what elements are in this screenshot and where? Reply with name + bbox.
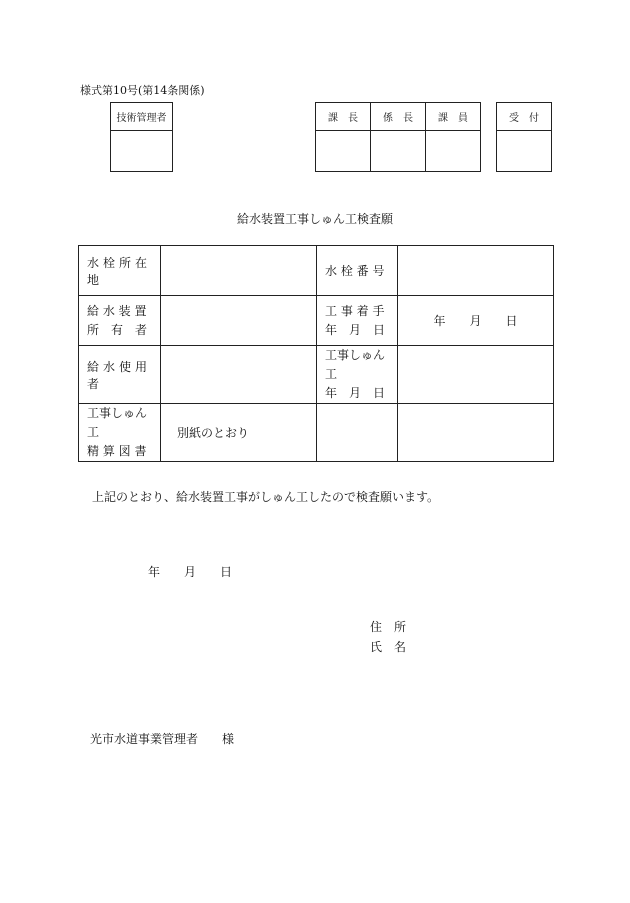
table-row (79, 246, 554, 296)
label-faucet-location: 水栓所在地 (79, 246, 161, 296)
date-line[interactable]: 年 月 日 (148, 565, 233, 579)
stamp-label-section-chief: 課 長 (316, 103, 371, 131)
label-completion-date-line1: 工事しゅん工 (325, 348, 386, 381)
stamp-box-receipt (496, 102, 552, 172)
table-row (79, 346, 554, 404)
field-owner[interactable] (161, 296, 317, 346)
label-start-date-line1: 工 事 着 手 (325, 303, 385, 318)
label-settlement-drawings-line1: 工事しゅん工 (87, 406, 148, 439)
stamp-label-staff: 課 員 (426, 103, 481, 131)
stamp-label-subsection-chief: 係 長 (371, 103, 426, 131)
label-water-user: 給水使用者 (79, 346, 161, 404)
field-blank-label (317, 404, 398, 462)
label-completion-date (317, 346, 398, 404)
stamp-cell-staff (426, 131, 481, 172)
label-completion-date-line2: 年 月 日 (325, 386, 386, 400)
label-settlement-drawings (79, 404, 161, 462)
stamp-box-technical-manager (110, 102, 173, 172)
stamp-cell-subsection-chief (371, 131, 426, 172)
address-label: 住 所 (370, 620, 407, 634)
stamp-cell-section-chief (316, 131, 371, 172)
name-label: 氏 名 (370, 640, 407, 654)
addressee: 光市水道事業管理者 様 (90, 732, 235, 746)
table-row (79, 296, 554, 346)
field-faucet-number[interactable] (398, 246, 554, 296)
label-settlement-drawings-line2: 精 算 図 書 (87, 444, 147, 458)
label-start-date-line2: 年 月 日 (325, 322, 386, 337)
table-row (79, 404, 554, 462)
stamp-cell-technical-manager (111, 131, 173, 172)
statement-text: 上記のとおり、給水装置工事がしゅん工したので検査願います。 (92, 490, 440, 504)
stamp-label-technical-manager: 技術管理者 (111, 103, 173, 131)
field-start-date[interactable]: 年 月 日 (398, 296, 554, 346)
label-owner-line1: 給 水 装 置 (87, 303, 147, 318)
stamp-box-approval (315, 102, 481, 172)
document-title: 給水装置工事しゅん工検査願 (236, 212, 393, 226)
field-water-user[interactable] (161, 346, 317, 404)
field-completion-date[interactable] (398, 346, 554, 404)
inspection-table (78, 245, 554, 462)
field-faucet-location[interactable] (161, 246, 317, 296)
label-start-date (317, 296, 398, 346)
form-number: 様式第10号(第14条関係) (80, 84, 205, 97)
label-owner-line2: 所 有 者 (87, 322, 148, 337)
stamp-label-receipt: 受 付 (497, 103, 552, 131)
label-faucet-number: 水 栓 番 号 (317, 246, 398, 296)
field-settlement-drawings[interactable]: 別紙のとおり (161, 404, 317, 462)
label-owner (79, 296, 161, 346)
stamp-cell-receipt (497, 131, 552, 172)
field-blank-value[interactable] (398, 404, 554, 462)
